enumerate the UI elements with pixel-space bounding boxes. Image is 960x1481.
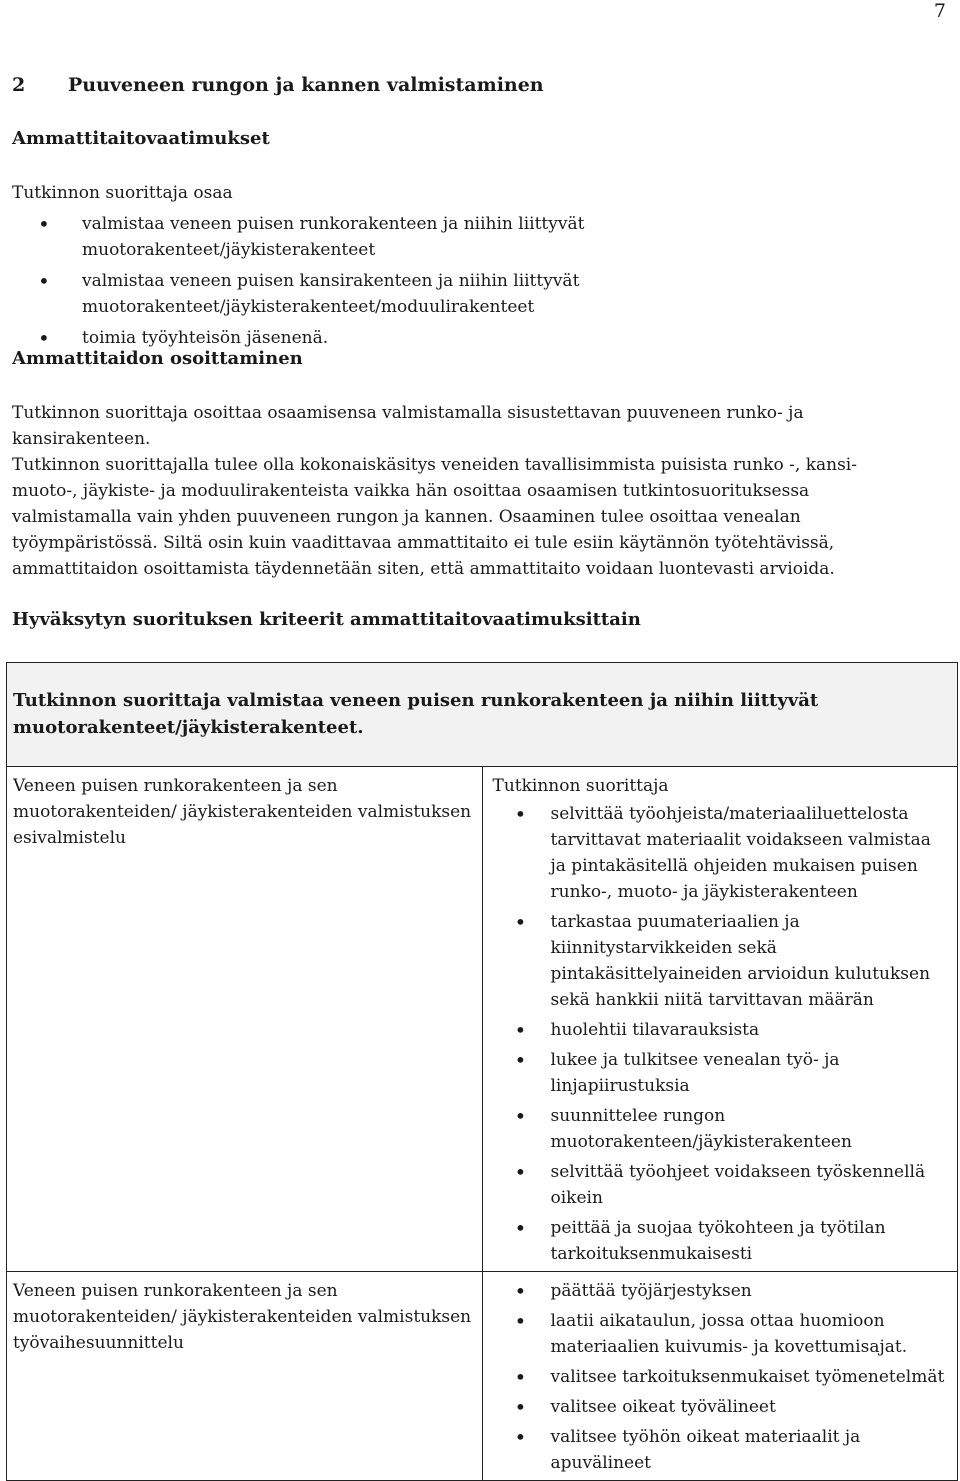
list-item: • valitsee oikeat työvälineet bbox=[493, 1394, 950, 1420]
page-number: 7 bbox=[934, 0, 946, 22]
list-item: • peittää ja suojaa työkohteen ja työtilan tarkoituksenmukaisesti bbox=[493, 1215, 891, 1267]
list-item: • valitsee työhön oikeat materiaalit ja apuvälineet bbox=[493, 1424, 950, 1476]
criteria-row-1-target: Veneen puisen runkorakenteen ja sen muotorakenteiden/ jäykisterakenteiden valmistuksen esivalmistelu bbox=[7, 767, 483, 1272]
demonstration-paragraph-1: Tutkinnon suorittaja osoittaa osaamisensa valmistamalla sisustettavan puuveneen runko- ja kansirakenteen. bbox=[12, 400, 892, 452]
demonstration-heading: Ammattitaidon osoittaminen bbox=[12, 348, 303, 369]
list-item: • tarkastaa puumateriaalien ja kiinnitystarvikkeiden sekä pintakäsittelyaineiden arvioidun kulutuksen sekä hankkii niitä tarvittavan määrän bbox=[493, 909, 950, 1013]
criteria-table bbox=[6, 662, 958, 1481]
list-item: • lukee ja tulkitsee venealan työ- ja linjapiirustuksia bbox=[493, 1047, 950, 1099]
list-item: • laatii aikataulun, jossa ottaa huomioon materiaalien kuivumis- ja kovettumisajat. bbox=[493, 1308, 960, 1360]
list-item: • selvittää työohjeista/materiaaliluettelosta tarvittavat materiaalit voidakseen valmistaa ja pintakäsitellä ohjeiden mukaisen puisen runko-, muoto- ja jäykisterakenteen bbox=[493, 801, 950, 905]
requirements-heading: Ammattitaitovaatimukset bbox=[12, 128, 270, 149]
list-item: • suunnittelee rungon muotorakenteen/jäykisterakenteen bbox=[493, 1103, 950, 1155]
list-item: • toimia työyhteisön jäsenenä. bbox=[12, 325, 732, 351]
criteria-table-header bbox=[7, 663, 958, 767]
criteria-row-2-list bbox=[493, 1278, 950, 1476]
list-item: • päättää työjärjestyksen bbox=[493, 1278, 950, 1304]
chapter-heading bbox=[12, 74, 544, 96]
list-item: • valmistaa veneen puisen kansirakenteen ja niihin liittyvät muotorakenteet/jäykisterakenteet/moduulirakenteet bbox=[12, 268, 642, 320]
chapter-title: Puuveneen rungon ja kannen valmistaminen bbox=[68, 74, 544, 96]
criteria-row-1-intro: Tutkinnon suorittaja bbox=[493, 773, 950, 799]
list-item: • huolehtii tilavarauksista bbox=[493, 1017, 950, 1043]
requirements-list-wrap bbox=[12, 211, 732, 356]
requirements-list bbox=[12, 211, 732, 351]
criteria-row-2-criteria bbox=[482, 1272, 958, 1481]
criteria-table-header-text: Tutkinnon suorittaja valmistaa veneen puisen runkorakenteen ja niihin liittyvät muotorakenteet/jäykisterakenteet. bbox=[7, 663, 957, 741]
criteria-row-1-list bbox=[493, 801, 950, 1267]
list-item: • selvittää työohjeet voidakseen työskennellä oikein bbox=[493, 1159, 950, 1211]
criteria-row-1-criteria bbox=[482, 767, 958, 1272]
criteria-heading: Hyväksytyn suorituksen kriteerit ammattitaitovaatimuksittain bbox=[12, 609, 641, 630]
list-item: • valitsee tarkoituksenmukaiset työmenetelmät bbox=[493, 1364, 950, 1390]
list-item: • valmistaa veneen puisen runkorakenteen ja niihin liittyvät muotorakenteet/jäykisterakenteet bbox=[12, 211, 732, 263]
demonstration-paragraph-2: Tutkinnon suorittajalla tulee olla kokonaiskäsitys veneiden tavallisimmista puisista runko -, kansi-muoto-, jäykiste- ja moduulirakenteista vaikka hän osoittaa osaamisen tutkintosuorituksessa valmistamalla vain yhden puuveneen rungon ja kannen. Osaaminen tulee osoittaa venealan työympäristössä. Siltä osin kuin vaadittavaa ammattitaito ei tule esiin käytännön työtehtävissä, ammattitaidon osoittamista täydennetään siten, että ammattitaito voidaan luontevasti arvioida. bbox=[12, 452, 907, 582]
requirements-intro: Tutkinnon suorittaja osaa bbox=[12, 180, 942, 206]
chapter-number: 2 bbox=[12, 74, 68, 96]
criteria-row-2-target: Veneen puisen runkorakenteen ja sen muotorakenteiden/ jäykisterakenteiden valmistuksen työvaihesuunnittelu bbox=[7, 1272, 483, 1481]
